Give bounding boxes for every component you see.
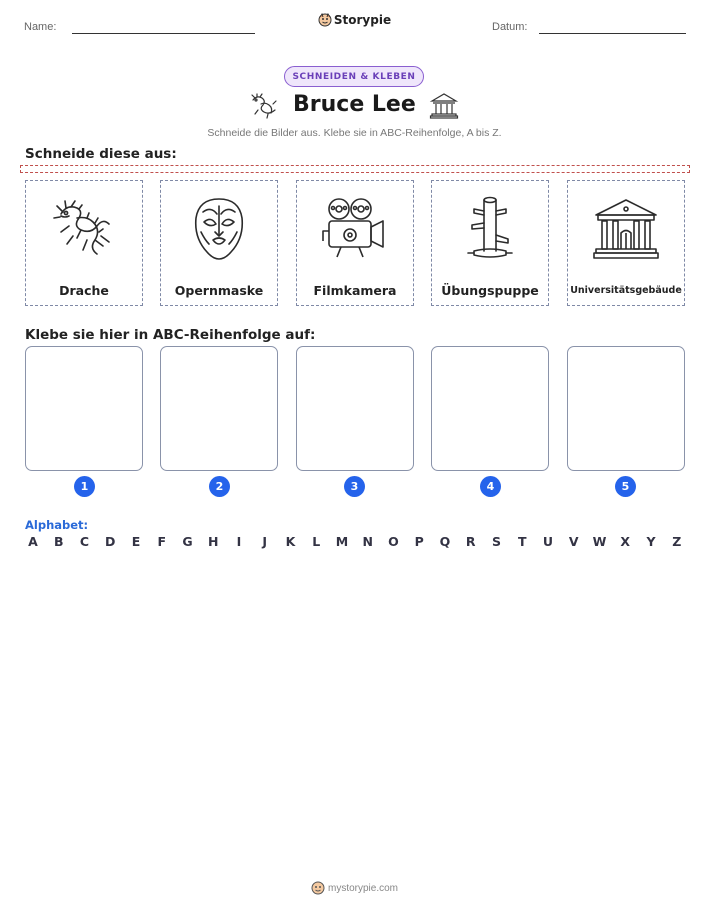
alphabet-letter: U — [542, 534, 554, 549]
cut-card-university-building[interactable] — [567, 180, 685, 306]
alphabet-letter: A — [28, 534, 38, 549]
film-camera-icon — [321, 197, 389, 261]
brand-logo — [0, 13, 709, 27]
cut-card-film-camera[interactable] — [296, 180, 414, 306]
alphabet-letter: L — [312, 534, 321, 549]
alphabet-letter: N — [362, 534, 373, 549]
page-title: Bruce Lee — [293, 92, 416, 117]
university-small-icon — [429, 92, 459, 120]
alphabet-letter: V — [568, 534, 579, 549]
alphabet-letter: J — [262, 534, 268, 549]
cut-line — [20, 165, 690, 173]
card-label: Universitätsgebäude — [570, 285, 682, 296]
alphabet-letter: M — [335, 534, 349, 549]
card-label: Drache — [59, 283, 109, 298]
university-building-icon — [592, 197, 660, 261]
alphabet-letter: Q — [439, 534, 451, 549]
paste-section-heading: Klebe sie hier in ABC-Reihenfolge auf: — [25, 327, 316, 343]
cut-card-training-dummy[interactable] — [431, 180, 549, 306]
alphabet-letter: D — [105, 534, 116, 549]
slot-number-4: 4 — [480, 476, 501, 497]
alphabet-row — [25, 534, 685, 549]
date-line[interactable] — [539, 33, 686, 34]
alphabet-letter: S — [491, 534, 501, 549]
alphabet-letter: Z — [672, 534, 682, 549]
alphabet-letter: P — [414, 534, 424, 549]
slot-number-2: 2 — [209, 476, 230, 497]
instructions: Schneide die Bilder aus. Klebe sie in ABC-Reihenfolge, A bis Z. — [207, 127, 502, 139]
storypie-mascot-icon — [318, 13, 332, 27]
footer-url[interactable]: mystorypie.com — [327, 883, 398, 894]
alphabet-letter: B — [53, 534, 64, 549]
footer — [0, 881, 709, 895]
alphabet-letter: R — [465, 534, 476, 549]
slot-number-1: 1 — [74, 476, 95, 497]
card-label: Übungspuppe — [441, 283, 539, 298]
alphabet-letter: C — [79, 534, 90, 549]
activity-badge: SCHNEIDEN & KLEBEN — [284, 66, 424, 87]
storypie-mascot-icon — [311, 881, 325, 895]
opera-mask-icon — [191, 196, 247, 262]
alphabet-letter: K — [285, 534, 296, 549]
cut-card-opera-mask[interactable] — [160, 180, 278, 306]
paste-slot-4[interactable] — [431, 346, 549, 471]
date-label: Datum: — [492, 21, 528, 33]
alphabet-letter: G — [182, 534, 193, 549]
paste-slot-2[interactable] — [160, 346, 278, 471]
dragon-small-icon — [249, 92, 279, 120]
paste-slot-1[interactable] — [25, 346, 143, 471]
card-label: Opernmaske — [174, 283, 264, 298]
alphabet-letter: X — [620, 534, 631, 549]
alphabet-letter: W — [592, 534, 607, 549]
alphabet-letter: F — [157, 534, 167, 549]
card-label: Filmkamera — [313, 283, 397, 298]
alphabet-letter: H — [208, 534, 219, 549]
name-label: Name: — [24, 21, 57, 33]
cut-section-heading: Schneide diese aus: — [25, 146, 177, 162]
slot-number-3: 3 — [344, 476, 365, 497]
alphabet-letter: O — [388, 534, 399, 549]
alphabet-letter: T — [517, 534, 527, 549]
alphabet-heading: Alphabet: — [25, 518, 89, 532]
alphabet-letter: Y — [646, 534, 656, 549]
alphabet-letter: I — [236, 534, 242, 549]
cut-card-dragon[interactable] — [25, 180, 143, 306]
name-line[interactable] — [72, 33, 255, 34]
brand-name: Storypie — [333, 13, 392, 27]
slot-number-5: 5 — [615, 476, 636, 497]
paste-slot-5[interactable] — [567, 346, 685, 471]
alphabet-letter: E — [131, 534, 141, 549]
dragon-icon — [51, 196, 117, 262]
training-dummy-icon — [464, 195, 516, 263]
paste-slot-3[interactable] — [296, 346, 414, 471]
